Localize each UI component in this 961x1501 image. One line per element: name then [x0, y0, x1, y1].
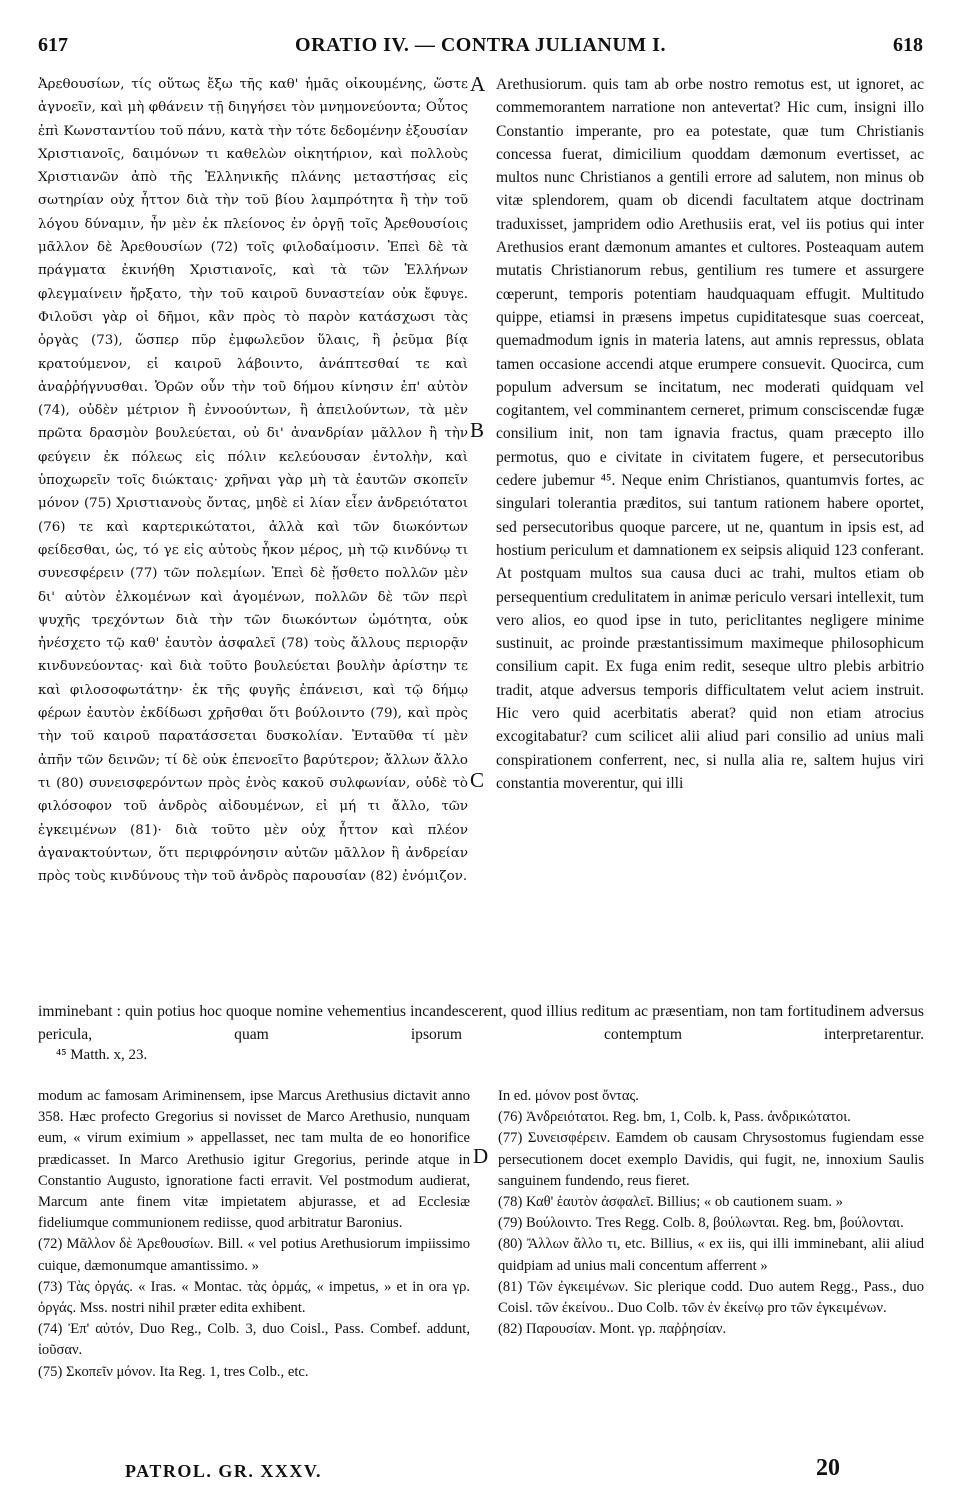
note-item: modum ac famosam Ariminensem, ipse Marcus Arethusius dictavit anno 358. Hæc profecto Gregorius si novisset de Marco Arethusio, nunquam eum, « virum eximium » appellasset, nec tam multa de eo honorifice prædicasset. In Marco Arethusio igitur Gregorius, perinde atque in Constantio Augusto, ignoratione facti erravit. Vel postmodum audierat, Marcum ante finem vitæ impietatem abjurasse, et ad Ecclesiæ fideliumque communionem rediisse, quod arbitratur Baronius.: [38, 1088, 470, 1232]
note-item: (78) Καθ' ἑαυτὸν ἀσφαλεῖ. Billius; « ob cautionem suam. »: [498, 1194, 843, 1211]
latin-text-column: [496, 73, 924, 795]
page-number-left: 617: [38, 34, 68, 56]
signature-mark: PATROL. GR. XXXV.: [125, 1461, 323, 1481]
notes-right-column: [498, 1086, 924, 1340]
section-marker-a: A: [470, 72, 486, 96]
section-marker-c: C: [470, 768, 485, 792]
page-number-right: 618: [893, 34, 923, 56]
notes-left-column: [38, 1086, 470, 1383]
latin-full-width-text: imminebant : quin potius hoc quoque nomine vehementius incandescerent, quod illius reditum ac præsentiam, non tam fortitudinem adversus pericula, quam ipsorum contemptum interpretarentur.: [38, 1003, 924, 1044]
scripture-footnote: ⁴⁵ Matth. x, 23.: [56, 1047, 148, 1063]
note-item: (82) Παρουσίαν. Mont. γρ. παῤῥησίαν.: [498, 1321, 727, 1338]
note-item: (80) Ἄλλων ἄλλο τι, etc. Billius, « ex iis, qui illi imminebant, alii aliud quidpiam ad unius mali concentum afferrent »: [498, 1236, 924, 1274]
running-title: ORATIO IV. — CONTRA JULIANUM I.: [295, 34, 666, 56]
note-item: (74) Ἐπ' αὐτόν, Duo Reg., Colb. 3, duo Coisl., Pass. Combef. addunt, ἰοῦσαν.: [38, 1321, 470, 1359]
note-item: (75) Σκοπεῖν μόνον. Ita Reg. 1, tres Colb., etc.: [38, 1363, 309, 1380]
note-item: In ed. μόνον post ὄντας.: [498, 1088, 639, 1104]
note-item: (77) Συνεισφέρειν. Eamdem ob causam Chrysostomus fugiendam esse persecutionem docet exemplo Davidis, qui fugit, ne, innoxium Saulis sanguinem fundendo, reus fieret.: [498, 1130, 924, 1189]
sheet-number: 20: [816, 1455, 840, 1481]
greek-paragraph: Ἀρεθουσίων, τίς οὕτως ἔξω τῆς καθ' ἡμᾶς οἰκουμένης, ὥστε ἀγνοεῖν, καὶ μὴ φθάνειν τῇ διηγήσει τὸν μνημονεύοντα; Οὗτος ἐπὶ Κωνσταντίου τοῦ πάνυ, κατὰ τὴν τότε δεδομένην ἐξουσίαν Χριστιανοῖς, δαιμόνων τι καθελὼν οἰκητήριον, καὶ πολλοὺς Χριστιανῶν ἀπὸ τῆς Ἑλληνικῆς πλάνης μεταστήσας εἰς σωτηρίαν οὐχ ἧττον διὰ τὴν τοῦ βίου λαμπρότητα ἢ τὴν τοῦ λόγου δύναμιν, ἦν μὲν ἐκ πλείονος ἐν ὀργῇ τοῖς Ἀρεθουσίοις μᾶλλον δὲ Ἀρεθουσίων (72) τοῖς φιλοδαίμοσιν. Ἐπεὶ δὲ τὰ πράγματα ἐκινήθη Χριστιανοῖς, καὶ τὰ τῶν Ἑλλήνων φλεγμαίνειν ἤρξατο, τὴν τοῦ καιροῦ δυναστείαν οὐκ ἔφυγε. Φιλοῦσι γὰρ οἱ δῆμοι, κἂν πρὸς τὸ παρὸν κατάσχωσι τὰς ὀργὰς (73), ὥσπερ πῦρ ἐμφωλεῦον ὕλαις, ἢ ῥεῦμα βίᾳ κρατούμενον, εἰ καιροῦ λάβοιντο, ἀνάπτεσθαί τε καὶ ἀναῤῥήγνυσθαι. Ὁρῶν οὖν τὴν τοῦ δήμου κίνησιν ἐπ' αὐτὸν (74), οὐδὲν μέτριον ἢ ἐννοούντων, ἢ ἀπειλούντων, τὰ μὲν πρῶτα δρασμὸν βουλεύεται, οὐ δι' ἀνανδρίαν μᾶλλον ἢ τὴν φεύγειν ἐκ πόλεως εἰς πόλιν κελεύουσαν ἐντολὴν, καὶ ὑποχωρεῖν τοῖς διώκταις· χρῆναι γὰρ μὴ τὰ ἑαυτῶν σκοπεῖν μόνον (75) Χριστιανοὺς ὄντας, μηδὲ εἰ λίαν εἶεν ἀνδρειότατοι (76) τε καὶ καρτερικώτατοι, ἀλλὰ καὶ τῶν διωκόντων φείδεσθαι, ὡς, τό γε εἰς αὐτοὺς ἧκον μέρος, μὴ τῷ κινδύνῳ τι συνεσφέρειν (77) τῶν πολεμίων. Ἐπεὶ δὲ ᾔσθετο πολλῶν μὲν δι' αὐτὸν ἑλκομένων καὶ ἀγομένων, πολλῶν δὲ τῶν περὶ ψυχῆς τρεχόντων διὰ τὴν τῶν διωκόντων ὠμότητα, οὐκ ἠνέσχετο τῷ καθ' ἑαυτὸν ἀσφαλεῖ (78) τοὺς ἄλλους περιορᾷν κινδυνεύοντας· καὶ διὰ τοῦτο βουλεύεται βουλὴν ἀρίστην τε καὶ φιλοσοφωτάτην· ἐκ τῆς φυγῆς ἐπάνεισι, καὶ τῷ δήμῳ φέρων ἑαυτὸν ἐκδίδωσι χρῆσθαι ὅτι βούλοιντο (79), καὶ πρὸς τὴν τοῦ καιροῦ παρατάσσεται δυσκολίαν. Ἐνταῦθα τί μὲν ἀπῆν τῶν δεινῶν; τί δὲ οὐκ ἐπενοεῖτο βαρύτερον; ἄλλων ἄλλο τι (80) συνεισφερόντων πρὸς ἑνὸς κακοῦ συλφωνίαν, οὐδὲ τὸ φιλόσοφον τοῦ ἀνδρὸς αἰδουμένων, εἰ μή τι ἄλλο, τῶν ἐγκειμένων (81)· διὰ τοῦτο μὲν οὐχ ἧττον καὶ πλέον ἀγανακτούντων, ὅτι περιφρόνησιν αὐτῶν μᾶλλον ἢ ἀνδρείαν πρὸς τοὺς κινδύνους τὴν τοῦ ἀνδρὸς παρουσίαν (82) ἐνόμιζον.: [38, 77, 468, 885]
page-header: [38, 34, 923, 60]
note-item: (72) Μᾶλλον δὲ Ἀρεθουσίων. Bill. « vel potius Arethusiorum impiissimo cuique, dæmonumque amantissimo. »: [38, 1236, 470, 1274]
latin-paragraph: Arethusiorum. quis tam ab orbe nostro remotus est, ut ignoret, ac commemorantem narratione non antevertat? Hic cum, insigni illo Constantio imperante, pro ea potestate, quæ tum Christianis concessa fuerat, dimicilium quoddam dæmonum evertisset, ac multos nunc Christianos a gentili errore ad salutem, non minus ob vitæ splendorem, quam ob dicendi facultatem atque doctrinam traduxisset, jampridem odio Arethusiis erat, vel iis potius qui inter Arethusios erant dæmonum amantes et cultores. Posteaquam autem mutatis Christianorum rebus, gentilium res tumere et assurgere cœperunt, temporis potentiam haudquaquam effugit. Multitudo quippe, etiamsi in præsens impetus cupiditatesque suas coerceat, quemadmodum ignis in materia latens, aut amnis repressus, oblata tamen occasione accendi atque erumpere consuevit. Quocirca, cum populum adversum se incitatum, nec moderati quidquam vel cogitantem, vel comminantem cerneret, primum consciscendæ fugæ consilium init, non tam ignavia fractus, quam præcepto illo permotus, quo e civitate in civitatem fugere, et persecutoribus cedere jubemur ⁴⁵. Neque enim Christianos, quantumvis fortes, ac singulari tolerantia præditos, sui tantum rationem habere oportet, sed persecutoribus quoque parcere, ut ne, quantum in ipsis est, ad hostium periculum et damnationem ex seipsis aliquid 123 conferant. At postquam multos sua causa duci ac trahi, multos etiam ob persequentium credulitatem in animæ periculo versari intellexit, tum vero alios, eo quod ipse in tuto, periclitantes negligere minime sustinuit, ac proinde præstantissimum maximeque philosophicum consilium capit. Ex fuga enim redit, seseque ultro plebis arbitrio tradit, atque adversus temporis difficultatem velut aciem instruit. Hic vero quid acerbitatis aberat? quid non etiam atrocius excogitabatur? cum scilicet alii aliud pari consilio ad unius mali conspirationem conferrent, nec, si nulla alia re, saltem hujus viri constantia moverentur, qui illi: [496, 76, 924, 792]
greek-text-column: [38, 73, 468, 888]
section-marker-b: B: [470, 418, 485, 442]
note-item: (79) Βούλοιντο. Tres Regg. Colb. 8, βούλωνται. Reg. bm, βούλονται.: [498, 1215, 904, 1232]
note-item: (81) Τῶν ἐγκειμένων. Sic plerique codd. Duo autem Regg., Pass., duo Coisl. τῶν ἐκείνου.. Duo Colb. τῶν ἐν ἐκείνῳ pro τῶν ἐγκειμένων.: [498, 1278, 924, 1317]
note-item: (73) Τὰς ὀργάς. « Iras. « Montac. τὰς ὁρμάς, « impetus, » et in ora γρ. ὀργάς. Mss. nostri nihil præter edita exhibent.: [38, 1278, 470, 1317]
note-item: (76) Ἀνδρειότατοι. Reg. bm, 1, Colb. k, Pass. ἀνδρικώτατοι.: [498, 1109, 851, 1126]
section-marker-d: D: [473, 1144, 489, 1168]
